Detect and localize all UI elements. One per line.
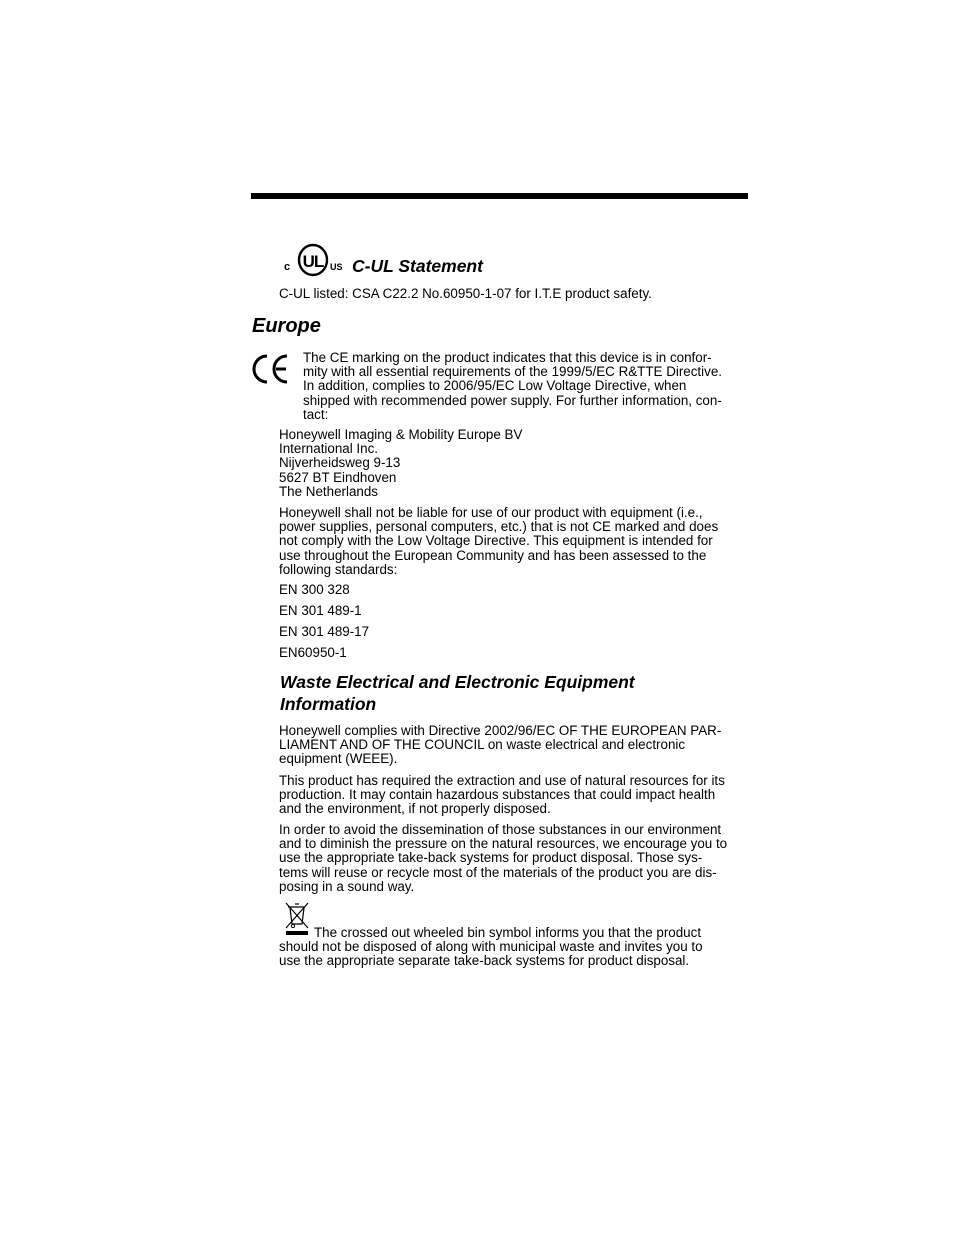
cul-logo-icon <box>283 241 345 277</box>
crossed-bin-icon <box>283 901 311 937</box>
svg-text:UL: UL <box>302 252 324 271</box>
cul-heading: C-UL Statement <box>352 256 483 276</box>
weee-heading-line1: Waste Electrical and Electronic Equipment <box>280 672 635 692</box>
weee-paragraph-2: This product has required the extraction and use of natural resources for its production. It may contain hazardous substances that could impact health and the environment, if not properly disposed. <box>279 773 725 817</box>
standard-item: EN60950-1 <box>279 645 347 660</box>
cul-text: C-UL listed: CSA C22.2 No.60950-1-07 for I.T.E product safety. <box>279 286 652 301</box>
ce-text: The CE marking on the product indicates that this device is in confor- mity with all essential requirements of the 1999/5/EC R&TTE Directive. In addition, complies to 2006/95/EC Low Voltage Directive, when shipped with recommended power supply. For further information, con- tact: <box>303 350 722 422</box>
liability-text: Honeywell shall not be liable for use of our product with equipment (i.e., power supplies, personal computers, etc.) that is not CE marked and does not comply with the Low Voltage Directive. This equipment is intended for use throughout the European Community and has been assessed to the following standards: <box>279 505 719 577</box>
standard-item: EN 300 328 <box>279 582 350 597</box>
bin-text-line1: The crossed out wheeled bin symbol informs you that the product <box>314 925 702 940</box>
ce-mark-icon <box>251 353 291 385</box>
standard-item: EN 301 489-1 <box>279 603 362 618</box>
svg-text:c: c <box>284 261 291 273</box>
europe-heading: Europe <box>252 315 321 337</box>
svg-text:US: US <box>330 262 343 272</box>
weee-heading-line2: Information <box>280 694 377 714</box>
bin-text-rest: should not be disposed of along with municipal waste and invites you to use the appropriate separate take-back systems for product disposal. <box>279 939 703 969</box>
header-rule <box>251 193 748 199</box>
address-block: Honeywell Imaging & Mobility Europe BV International Inc. Nijverheidsweg 9-13 5627 BT Eindhoven The Netherlands <box>279 427 523 499</box>
standard-item: EN 301 489-17 <box>279 624 370 639</box>
weee-paragraph-1: Honeywell complies with Directive 2002/96/EC OF THE EUROPEAN PAR- LIAMENT AND OF THE COUNCIL on waste electrical and electronic equipment (WEEE). <box>279 723 722 767</box>
weee-paragraph-3: In order to avoid the dissemination of those substances in our environment and to diminish the pressure on the natural resources, we encourage you to use the appropriate take-back systems for product disposal. Those sys- tems will reuse or recycle most of the materials of the product you are dis- posing in a sound way. <box>279 822 728 894</box>
